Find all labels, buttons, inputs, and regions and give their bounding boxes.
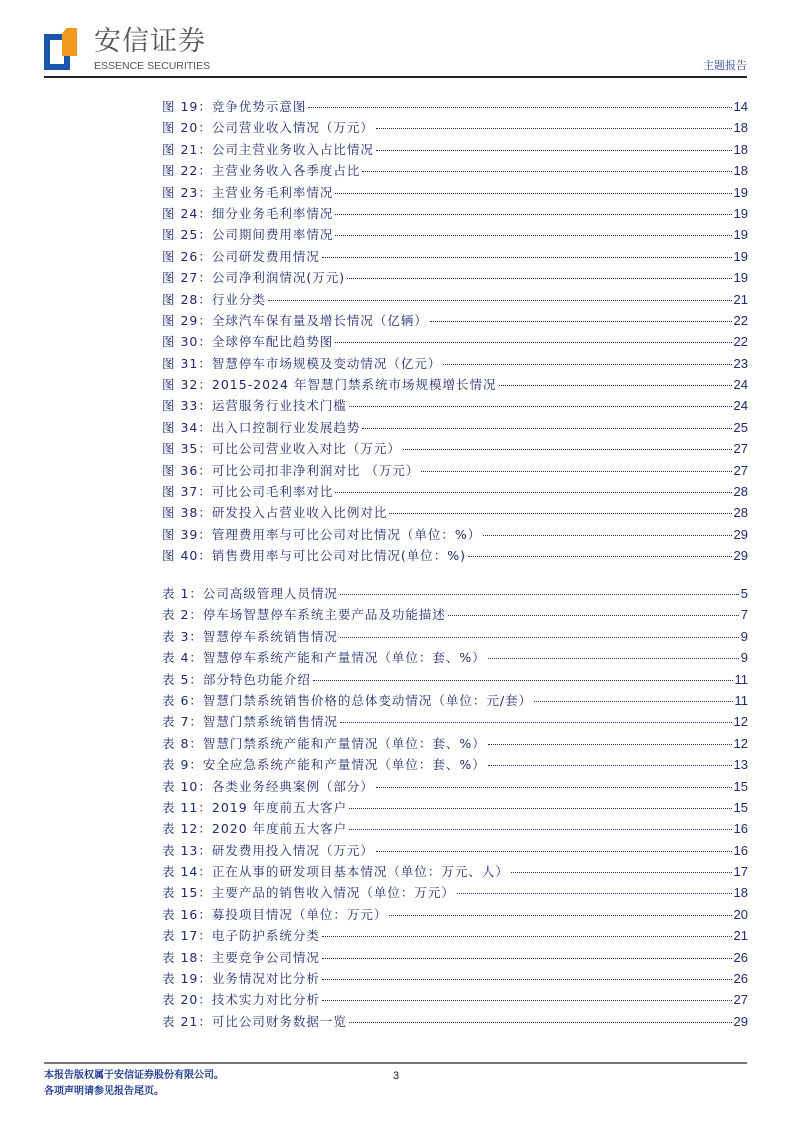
brand-name-en: ESSENCE SECURITIES bbox=[94, 60, 211, 72]
dot-leader bbox=[335, 193, 731, 194]
toc-entry[interactable] bbox=[162, 711, 748, 732]
dot-leader bbox=[349, 808, 731, 809]
toc-entry-page[interactable]: 15 bbox=[733, 778, 748, 794]
toc-entry[interactable] bbox=[162, 647, 748, 668]
dot-leader bbox=[376, 150, 732, 151]
company-logo bbox=[44, 28, 78, 70]
toc-entry[interactable] bbox=[162, 203, 748, 224]
toc-entry[interactable] bbox=[162, 669, 748, 690]
toc-entry-title[interactable]: 图 39：管理费用率与可比公司对比情况（单位：%） bbox=[162, 526, 482, 542]
toc-entry[interactable] bbox=[162, 604, 748, 625]
toc-entry[interactable] bbox=[162, 626, 748, 647]
dot-leader bbox=[322, 958, 732, 959]
toc-entry[interactable] bbox=[162, 583, 748, 604]
toc-entry[interactable] bbox=[162, 1011, 748, 1032]
dot-leader bbox=[403, 449, 732, 450]
toc-entry-page[interactable]: 17 bbox=[733, 864, 748, 880]
toc-entry-page[interactable]: 24 bbox=[733, 398, 748, 414]
toc-entry-title[interactable]: 表 15：主要产品的销售收入情况（单位：万元） bbox=[162, 885, 455, 901]
toc-entry-title[interactable]: 图 24：细分业务毛利率情况 bbox=[162, 205, 334, 221]
toc-entry-page[interactable]: 23 bbox=[733, 355, 748, 371]
dot-leader bbox=[349, 1022, 732, 1023]
toc-entry[interactable] bbox=[162, 139, 748, 160]
dot-leader bbox=[488, 658, 739, 659]
toc-entry-title[interactable]: 图 19：竞争优势示意图 bbox=[162, 99, 307, 114]
toc-entry-title[interactable]: 表 13：研发费用投入情况（万元） bbox=[162, 842, 374, 858]
dot-leader bbox=[430, 321, 732, 322]
toc-entry[interactable] bbox=[162, 925, 748, 946]
toc-entry-page[interactable]: 21 bbox=[733, 291, 748, 307]
dot-leader bbox=[443, 364, 731, 365]
dot-leader bbox=[322, 936, 732, 937]
dot-leader bbox=[340, 637, 739, 638]
toc-entry-title[interactable]: 表 3：智慧停车系统销售情况 bbox=[162, 628, 338, 644]
toc-entry-title[interactable]: 表 4：智慧停车系统产能和产量情况（单位：套、%） bbox=[162, 650, 486, 666]
toc-entry[interactable] bbox=[162, 989, 748, 1010]
toc-entry-title[interactable]: 图 35：可比公司营业收入对比（万元） bbox=[162, 441, 401, 457]
toc-entry[interactable] bbox=[162, 374, 748, 395]
toc-entry[interactable] bbox=[162, 502, 748, 523]
toc-entry-title[interactable]: 图 37：可比公司毛利率对比 bbox=[162, 484, 334, 500]
dot-leader bbox=[340, 722, 732, 723]
dot-leader bbox=[511, 872, 732, 873]
toc-entry[interactable] bbox=[162, 353, 748, 374]
toc-entry-page[interactable]: 12 bbox=[733, 714, 748, 730]
toc-entry-page[interactable]: 22 bbox=[733, 334, 748, 350]
toc-entry[interactable] bbox=[162, 481, 748, 502]
toc-entry-page[interactable]: 26 bbox=[733, 949, 748, 965]
toc-entry-title[interactable]: 图 28：行业分类 bbox=[162, 291, 266, 307]
toc-entry[interactable] bbox=[162, 861, 748, 882]
dot-leader bbox=[335, 235, 731, 236]
dot-leader bbox=[421, 471, 731, 472]
toc-entry-title[interactable]: 图 21：公司主营业务收入占比情况 bbox=[162, 141, 374, 157]
toc-entry-title[interactable]: 图 22：主营业务收入各季度占比 bbox=[162, 163, 361, 179]
toc-entry[interactable] bbox=[162, 160, 748, 181]
dot-leader bbox=[335, 492, 731, 493]
copyright-notice: 本报告版权属于安信证券股份有限公司。 bbox=[44, 1070, 224, 1081]
dot-leader bbox=[349, 829, 731, 830]
dot-leader bbox=[322, 257, 732, 258]
toc-entry[interactable] bbox=[162, 267, 748, 288]
dot-leader bbox=[322, 1000, 732, 1001]
toc-entry-page[interactable]: 14 bbox=[733, 99, 748, 114]
dot-leader bbox=[448, 615, 739, 616]
toc-entry-page[interactable]: 12 bbox=[733, 735, 748, 751]
figure-list bbox=[162, 96, 748, 567]
toc-entry-title[interactable]: 表 9：安全应急系统产能和产量情况（单位：套、%） bbox=[162, 757, 486, 773]
dot-leader bbox=[499, 385, 732, 386]
toc-entry[interactable] bbox=[162, 395, 748, 416]
toc-entry-title[interactable]: 图 38：研发投入占营业收入比例对比 bbox=[162, 505, 388, 521]
toc-entry[interactable] bbox=[162, 968, 748, 989]
toc-entry[interactable] bbox=[162, 818, 748, 839]
dot-leader bbox=[308, 107, 731, 108]
dot-leader bbox=[376, 128, 732, 129]
toc-entry-page[interactable]: 18 bbox=[733, 120, 748, 136]
toc-entry-title[interactable]: 表 16：募投项目情况（单位：万元） bbox=[162, 906, 388, 922]
toc-entry-title[interactable]: 表 17：电子防护系统分类 bbox=[162, 928, 320, 944]
toc-entry-page[interactable]: 20 bbox=[733, 906, 748, 922]
dot-leader bbox=[335, 214, 731, 215]
toc-entry-page[interactable]: 11 bbox=[734, 692, 748, 708]
toc-entry-page[interactable]: 27 bbox=[733, 441, 748, 457]
dot-leader bbox=[349, 406, 732, 407]
toc-entry-page[interactable]: 5 bbox=[740, 586, 748, 601]
toc-entry-page[interactable]: 28 bbox=[733, 505, 748, 521]
dot-leader bbox=[534, 701, 732, 702]
toc-entry-title[interactable]: 表 8：智慧门禁系统产能和产量情况（单位：套、%） bbox=[162, 735, 486, 751]
toc-entry[interactable] bbox=[162, 904, 748, 925]
toc-entry-page[interactable]: 26 bbox=[733, 971, 748, 987]
toc-entry-page[interactable]: 13 bbox=[733, 757, 748, 773]
dot-leader bbox=[335, 342, 731, 343]
dot-leader bbox=[389, 915, 731, 916]
toc-entry-title[interactable]: 图 34：出入口控制行业发展趋势 bbox=[162, 419, 361, 435]
toc-entry-page[interactable]: 29 bbox=[733, 526, 748, 542]
toc-entry[interactable] bbox=[162, 947, 748, 968]
toc-entry-title[interactable]: 表 2：停车场智慧停车系统主要产品及功能描述 bbox=[162, 607, 446, 623]
toc-entry-page[interactable]: 24 bbox=[733, 377, 748, 393]
toc-entry[interactable] bbox=[162, 840, 748, 861]
toc-entry-page[interactable]: 21 bbox=[733, 928, 748, 944]
toc-entry-title[interactable]: 表 5：部分特色功能介绍 bbox=[162, 671, 311, 687]
toc-entry-title[interactable]: 图 25：公司期间费用率情况 bbox=[162, 227, 334, 243]
dot-leader bbox=[268, 300, 732, 301]
toc-entry-title[interactable]: 表 19：业务情况对比分析 bbox=[162, 971, 320, 987]
toc-entry[interactable] bbox=[162, 117, 748, 138]
toc-entry[interactable] bbox=[162, 524, 748, 545]
toc-entry-title[interactable]: 表 20：技术实力对比分析 bbox=[162, 992, 320, 1008]
toc-entry[interactable] bbox=[162, 246, 748, 267]
toc-entry[interactable] bbox=[162, 545, 748, 566]
dot-leader bbox=[362, 171, 731, 172]
dot-leader bbox=[468, 556, 732, 557]
toc-entry-title[interactable]: 表 18：主要竞争公司情况 bbox=[162, 949, 320, 965]
toc-entry[interactable] bbox=[162, 96, 748, 117]
dot-leader bbox=[488, 744, 732, 745]
dot-leader bbox=[483, 535, 731, 536]
toc-entry[interactable] bbox=[162, 331, 748, 352]
toc-entry[interactable] bbox=[162, 776, 748, 797]
toc-entry-title[interactable]: 表 14：正在从事的研发项目基本情况（单位：万元、人） bbox=[162, 864, 509, 880]
dot-leader bbox=[340, 594, 739, 595]
toc-entry-page[interactable]: 29 bbox=[733, 548, 748, 564]
toc-entry-page[interactable]: 18 bbox=[733, 163, 748, 179]
dot-leader bbox=[376, 851, 732, 852]
toc-entry[interactable] bbox=[162, 690, 748, 711]
toc-entry[interactable] bbox=[162, 182, 748, 203]
toc-entry-title[interactable]: 图 31：智慧停车市场规模及变动情况（亿元） bbox=[162, 355, 442, 371]
toc-entry[interactable] bbox=[162, 882, 748, 903]
toc-entry-title[interactable]: 图 27：公司净利润情况(万元) bbox=[162, 270, 346, 286]
toc-entry-title[interactable]: 图 36：可比公司扣非净利润对比 （万元） bbox=[162, 462, 420, 478]
toc-entry-title[interactable]: 表 7：智慧门禁系统销售情况 bbox=[162, 714, 338, 730]
dot-leader bbox=[376, 787, 732, 788]
toc-entry-page[interactable]: 18 bbox=[733, 885, 748, 901]
toc-entry-page[interactable]: 9 bbox=[740, 650, 748, 666]
toc-entry-page[interactable]: 19 bbox=[733, 248, 748, 264]
toc-entry-title[interactable]: 图 26：公司研发费用情况 bbox=[162, 248, 320, 264]
toc-entry-title[interactable]: 表 12：2020 年度前五大客户 bbox=[162, 821, 348, 837]
toc-entry-page[interactable]: 27 bbox=[733, 992, 748, 1008]
toc-entry[interactable] bbox=[162, 289, 748, 310]
toc-entry-page[interactable]: 15 bbox=[733, 799, 748, 815]
toc-entry[interactable] bbox=[162, 417, 748, 438]
toc-entry-title[interactable]: 图 32：2015-2024 年智慧门禁系统市场规模增长情况 bbox=[162, 377, 497, 393]
toc-entry-title[interactable]: 图 23：主营业务毛利率情况 bbox=[162, 184, 334, 200]
toc-entry-page[interactable]: 28 bbox=[733, 484, 748, 500]
toc-entry-title[interactable]: 图 20：公司营业收入情况（万元） bbox=[162, 120, 374, 136]
toc-entry-title[interactable]: 图 40：销售费用率与可比公司对比情况(单位：%) bbox=[162, 548, 467, 564]
toc-entry-page[interactable]: 29 bbox=[733, 1013, 748, 1029]
toc-entry-page[interactable]: 22 bbox=[733, 312, 748, 328]
page-number: 3 bbox=[393, 1070, 400, 1082]
footer-divider bbox=[44, 1062, 747, 1064]
toc-entry[interactable] bbox=[162, 438, 748, 459]
toc-entry-title[interactable]: 图 30：全球停车配比趋势图 bbox=[162, 334, 334, 350]
toc-entry-page[interactable]: 7 bbox=[740, 607, 748, 623]
toc-entry-title[interactable]: 图 33：运营服务行业技术门槛 bbox=[162, 398, 347, 414]
toc-entry-page[interactable]: 16 bbox=[733, 821, 748, 837]
dot-leader bbox=[347, 278, 731, 279]
disclaimer-notice: 各项声明请参见报告尾页。 bbox=[44, 1086, 164, 1097]
toc-entry-title[interactable]: 表 6：智慧门禁系统销售价格的总体变动情况（单位：元/套） bbox=[162, 692, 533, 708]
brand-name-cn: 安信证券 bbox=[94, 26, 206, 57]
toc-entry-title[interactable]: 表 21：可比公司财务数据一览 bbox=[162, 1013, 347, 1029]
toc-entry-page[interactable]: 19 bbox=[733, 270, 748, 286]
footer-disclaimer bbox=[44, 1068, 374, 1100]
dot-leader bbox=[362, 428, 731, 429]
table-list bbox=[162, 583, 748, 1032]
toc-entry-page[interactable]: 25 bbox=[733, 419, 748, 435]
toc-entry-page[interactable]: 11 bbox=[734, 671, 748, 687]
dot-leader bbox=[322, 979, 732, 980]
toc-entry-page[interactable]: 9 bbox=[740, 628, 748, 644]
dot-leader bbox=[389, 513, 731, 514]
header-divider bbox=[44, 76, 747, 78]
toc-entry[interactable] bbox=[162, 310, 748, 331]
toc-entry-page[interactable]: 27 bbox=[733, 462, 748, 478]
dot-leader bbox=[457, 893, 732, 894]
toc-entry[interactable] bbox=[162, 224, 748, 245]
toc-entry-page[interactable]: 16 bbox=[733, 842, 748, 858]
toc-entry[interactable] bbox=[162, 797, 748, 818]
toc-entry-page[interactable]: 18 bbox=[733, 141, 748, 157]
toc-entry-page[interactable]: 19 bbox=[733, 227, 748, 243]
toc-entry[interactable] bbox=[162, 460, 748, 481]
toc-entry-page[interactable]: 19 bbox=[733, 184, 748, 200]
toc-entry-title[interactable]: 表 10：各类业务经典案例（部分） bbox=[162, 778, 374, 794]
report-type: 主题报告 bbox=[703, 59, 747, 72]
toc-entry-title[interactable]: 图 29：全球汽车保有量及增长情况（亿辆） bbox=[162, 312, 428, 328]
toc-entry-title[interactable]: 表 1：公司高级管理人员情况 bbox=[162, 586, 338, 601]
toc-entry-title[interactable]: 表 11：2019 年度前五大客户 bbox=[162, 799, 348, 815]
toc-entry[interactable] bbox=[162, 754, 748, 775]
toc-entry[interactable] bbox=[162, 733, 748, 754]
toc-entry-page[interactable]: 19 bbox=[733, 205, 748, 221]
dot-leader bbox=[488, 765, 732, 766]
dot-leader bbox=[313, 680, 733, 681]
